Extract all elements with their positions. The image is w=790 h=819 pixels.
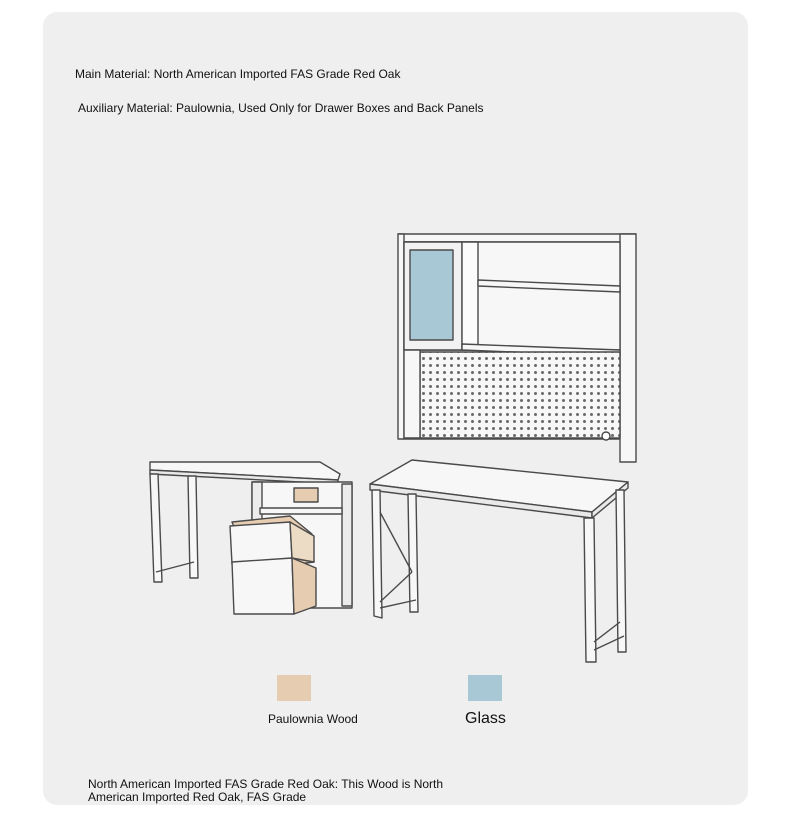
- paulownia-back-panel: [294, 488, 318, 502]
- glass-panel: [410, 250, 453, 340]
- auxiliary-material-text: Auxiliary Material: Paulownia, Used Only for Drawer Boxes and Back Panels: [78, 101, 484, 115]
- lower-drawer-front: [232, 558, 294, 614]
- left-desk: [150, 462, 352, 614]
- furniture-illustration: [140, 222, 640, 667]
- drawer-front: [230, 522, 292, 564]
- hutch-cabinet: [398, 234, 636, 462]
- main-material-text: Main Material: North American Imported FAS Grade Red Oak: [75, 67, 401, 81]
- footnote-text: North American Imported FAS Grade Red Oak: This Wood is North American Imported Red Oak, FAS Grade: [88, 777, 444, 804]
- right-desk: [370, 460, 628, 662]
- paulownia-swatch: [277, 675, 311, 701]
- glass-swatch: [468, 675, 502, 701]
- glass-legend-label: Glass: [465, 710, 506, 727]
- pegboard-back-panel: [420, 352, 620, 438]
- paulownia-legend-label: Paulownia Wood: [268, 712, 358, 726]
